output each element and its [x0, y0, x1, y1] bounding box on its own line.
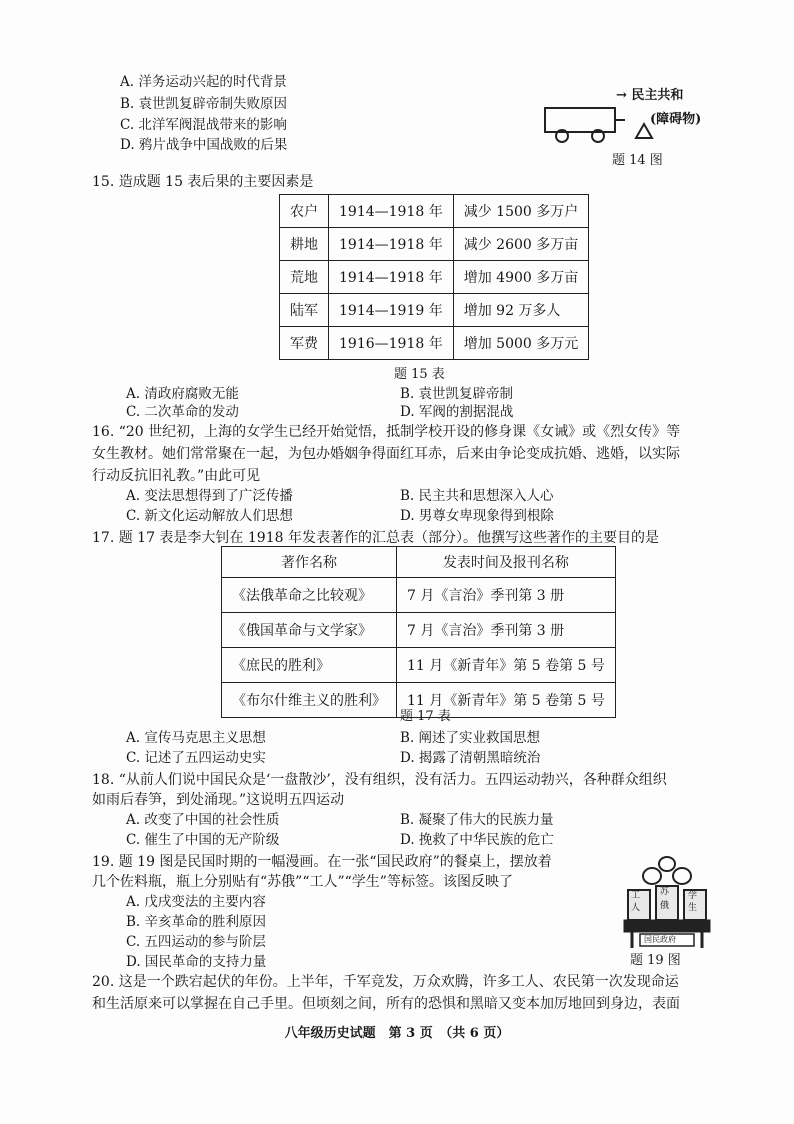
q16-option-c: C. 新文化运动解放人们思想: [126, 508, 293, 524]
table-cell: 7 月《言治》季刊第 3 册: [397, 578, 616, 613]
q16-line-2: 女生教材。她们常常聚在一起，为包办婚姻争得面红耳赤，后来由争论变成抗婚、逃婚，以实际: [92, 446, 680, 462]
table-cell: 7 月《言治》季刊第 3 册: [397, 613, 616, 648]
table-row: [280, 294, 589, 327]
q19-figure-caption: 题 19 图: [630, 953, 681, 968]
table-row: [222, 578, 616, 613]
q15-option-b: B. 袁世凯复辟帝制: [400, 386, 514, 402]
q17-table-caption: 题 17 表: [400, 709, 451, 724]
q19-bottle-label-e: 俄: [660, 901, 670, 911]
q16-option-d: D. 男尊女卑现象得到根除: [400, 508, 554, 524]
q14-arrow-text: → 民主共和: [616, 88, 684, 103]
table-row: [280, 261, 589, 294]
q19-option-c: C. 五四运动的参与阶层: [126, 934, 266, 950]
q17-option-d: D. 揭露了清朝黑暗统治: [400, 750, 541, 766]
q19-bottle-label-ren: 人: [631, 903, 641, 913]
table-cell: 耕地: [280, 228, 329, 261]
table-header-cell: 著作名称: [222, 547, 397, 578]
q14-obstacle-text: (障碍物): [650, 112, 702, 127]
q15-stem: 15. 造成题 15 表后果的主要因素是: [92, 174, 314, 190]
q16-option-a: A. 变法思想得到了广泛传播: [126, 488, 293, 504]
table-cell: 1916—1918 年: [329, 327, 454, 360]
table-cell: 减少 2600 多万亩: [453, 228, 589, 261]
q17-option-b: B. 阐述了实业救国思想: [400, 730, 541, 746]
table-cell: 《俄国革命与文学家》: [222, 613, 397, 648]
table-cell: 1914—1918 年: [329, 228, 454, 261]
table-row: [222, 648, 616, 683]
table-row: [222, 613, 616, 648]
table-cell: 《庶民的胜利》: [222, 648, 397, 683]
table-cell: 1914—1918 年: [329, 261, 454, 294]
page-footer: 八年级历史试题 第 3 页 （共 6 页）: [284, 1026, 510, 1041]
q17-stem: 17. 题 17 表是李大钊在 1918 年发表著作的汇总表（部分）。他撰写这些著作的主要目的是: [92, 530, 659, 546]
table-cell: 荒地: [280, 261, 329, 294]
q18-line-1: 18. “从前人们说中国民众是‘一盘散沙’，没有组织，没有活力。五四运动勃兴，各种群众组织: [92, 772, 667, 788]
q16-line-3: 行动反抗旧礼教。”由此可见: [92, 468, 261, 484]
table-cell: 增加 5000 多万元: [453, 327, 589, 360]
table-cell: 农户: [280, 195, 329, 228]
table-row: [280, 228, 589, 261]
q14-option-b: B. 袁世凯复辟帝制失败原因: [120, 96, 288, 112]
table-cell: 1914—1919 年: [329, 294, 454, 327]
q19-line-1: 19. 题 19 图是民国时期的一幅漫画。在一张“国民政府”的餐桌上，摆放着: [92, 854, 552, 870]
q15-option-c: C. 二次革命的发动: [126, 404, 239, 420]
q20-line-1: 20. 这是一个跌宕起伏的年份。上半年，千军竞发，万众欢腾，许多工人、农民第一次发现命运: [92, 974, 679, 990]
table-row: [280, 327, 589, 360]
table-cell: 11 月《新青年》第 5 卷第 5 号: [397, 683, 616, 718]
table-cell: 增加 92 万多人: [453, 294, 589, 327]
q17-table: [221, 546, 616, 718]
q19-option-d: D. 国民革命的支持力量: [126, 954, 267, 970]
q15-option-d: D. 军阀的割据混战: [400, 404, 514, 420]
q19-bottle-label-xue: 学: [688, 891, 698, 901]
q19-bottle-label-su: 苏: [660, 887, 670, 897]
q15-table-caption: 题 15 表: [394, 367, 445, 382]
table-cell: 《法俄革命之比较观》: [222, 578, 397, 613]
q14-option-a: A. 洋务运动兴起的时代背景: [120, 74, 287, 90]
q20-line-2: 和生活原来可以掌握在自己手里。但顷刻之间，所有的恐惧和黑暗又变本加厉地回到身边，表面: [92, 996, 680, 1012]
q19-option-a: A. 戊戌变法的主要内容: [126, 894, 266, 910]
q15-table: [279, 194, 589, 360]
q17-option-c: C. 记述了五四运动史实: [126, 750, 266, 766]
table-cell: 军费: [280, 327, 329, 360]
q19-table-label: 国民政府: [644, 935, 676, 944]
q18-line-2: 如雨后春笋，到处涌现。”这说明五四运动: [92, 792, 345, 808]
q19-option-b: B. 辛亥革命的胜利原因: [126, 914, 267, 930]
q19-bottle-label-sheng: 生: [688, 903, 698, 913]
table-cell: 11 月《新青年》第 5 卷第 5 号: [397, 648, 616, 683]
q18-option-c: C. 催生了中国的无产阶级: [126, 832, 280, 848]
q17-option-a: A. 宣传马克思主义思想: [126, 730, 266, 746]
q14-option-c: C. 北洋军阀混战带来的影响: [120, 117, 287, 133]
q19-bottle-label-gong: 工: [631, 891, 641, 901]
table-cell: 陆军: [280, 294, 329, 327]
q18-option-d: D. 挽救了中华民族的危亡: [400, 832, 554, 848]
q14-figure-caption: 题 14 图: [612, 153, 663, 168]
q15-option-a: A. 清政府腐败无能: [126, 386, 239, 402]
q18-option-a: A. 改变了中国的社会性质: [126, 812, 280, 828]
table-cell: 减少 1500 多万户: [453, 195, 589, 228]
table-row: [280, 195, 589, 228]
table-cell: 《布尔什维主义的胜利》: [222, 683, 397, 718]
table-cell: 增加 4900 多万亩: [453, 261, 589, 294]
q16-option-b: B. 民主共和思想深入人心: [400, 488, 554, 504]
table-cell: 1914—1918 年: [329, 195, 454, 228]
q19-line-2: 几个佐料瓶，瓶上分别贴有“苏俄”“工人”“学生”等标签。该图反映了: [92, 874, 513, 890]
table-header-row: [222, 547, 616, 578]
q18-option-b: B. 凝聚了伟大的民族力量: [400, 812, 554, 828]
q14-option-d: D. 鸦片战争中国战败的后果: [120, 137, 288, 153]
table-header-cell: 发表时间及报刊名称: [397, 547, 616, 578]
q16-line-1: 16. “20 世纪初，上海的女学生已经开始觉悟，抵制学校开设的修身课《女诫》或《烈女传》等: [92, 424, 681, 440]
